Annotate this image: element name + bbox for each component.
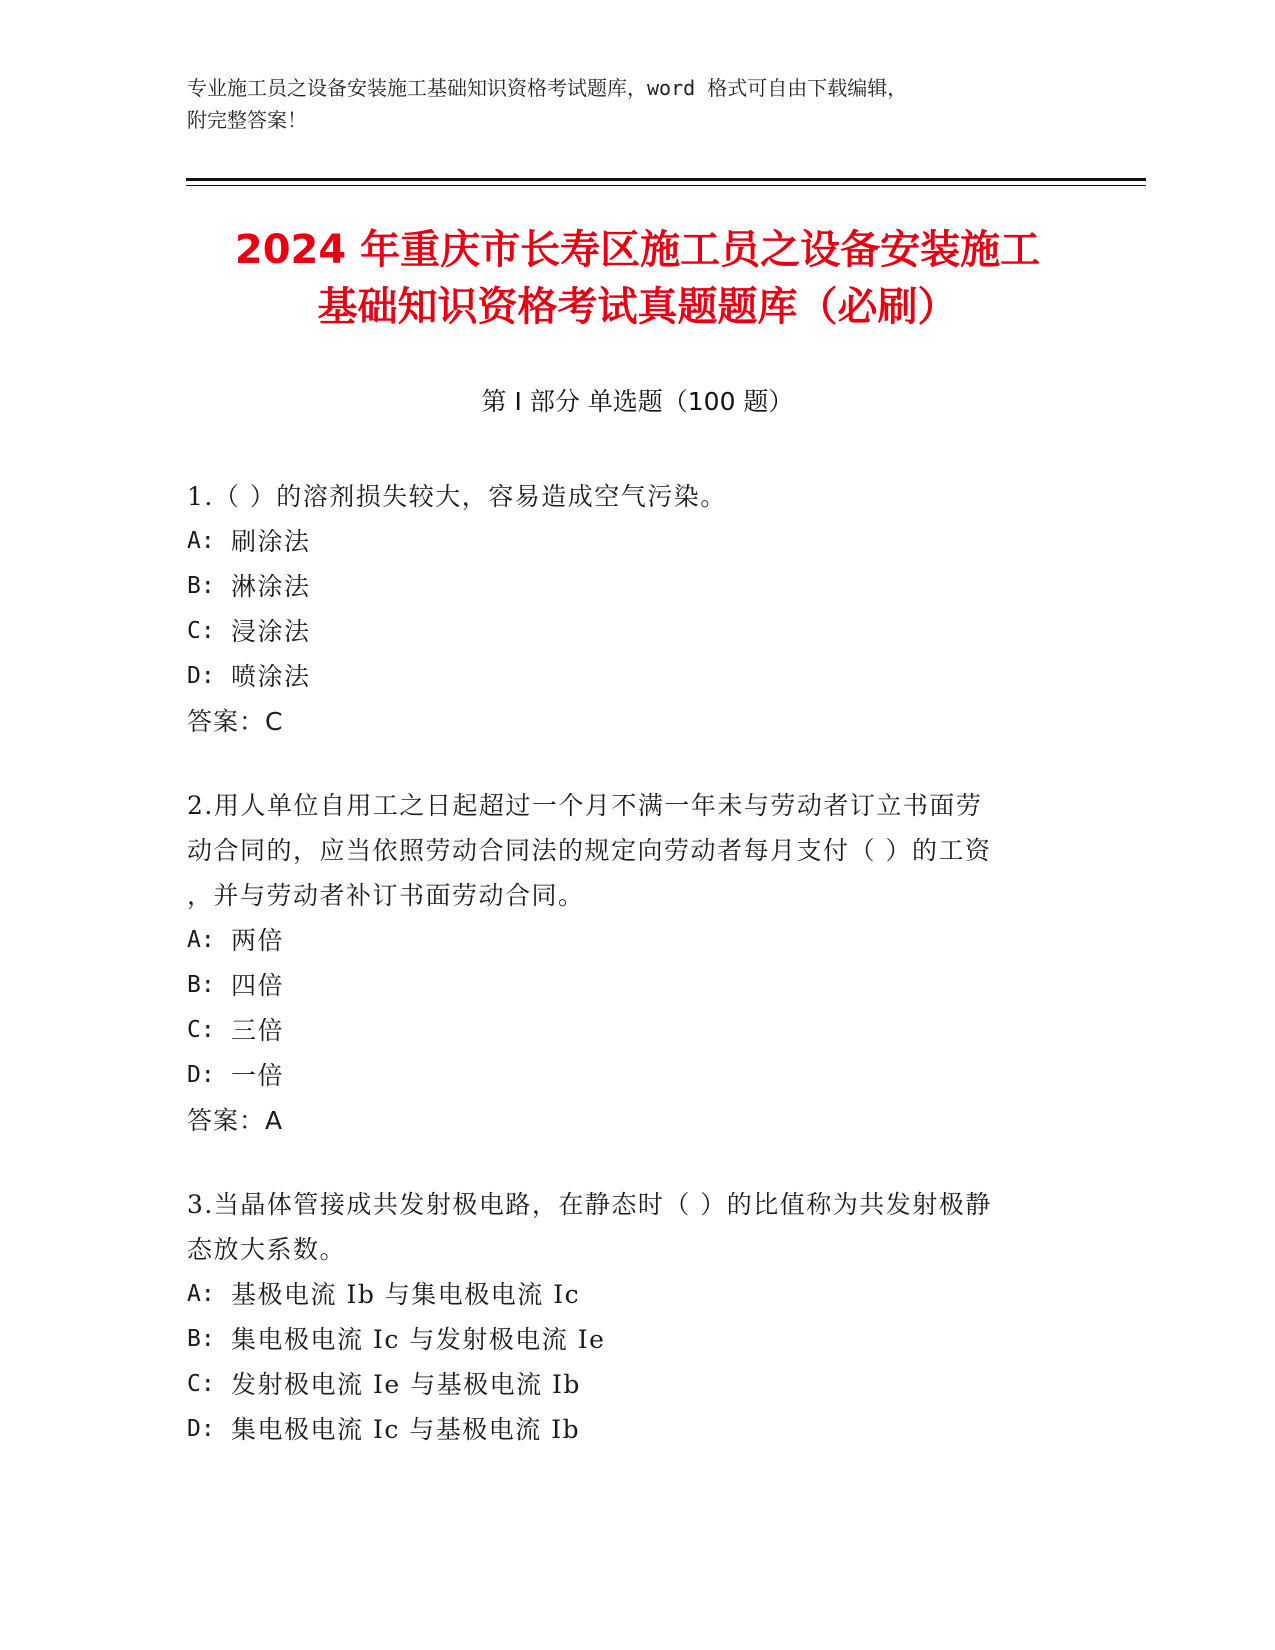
option-text: 三倍 <box>231 1016 285 1045</box>
question-2 <box>187 783 1087 1143</box>
section-heading: 第 I 部分 单选题（100 题） <box>481 387 794 416</box>
option-text: 淋涂法 <box>231 572 311 601</box>
header-divider-thin <box>186 185 1146 186</box>
header-divider-thick <box>186 178 1146 181</box>
option-text: 浸涂法 <box>231 617 311 646</box>
option-text: 刷涂法 <box>231 527 311 556</box>
question-stem <box>187 474 1087 519</box>
option-letter: B: <box>187 1326 215 1352</box>
question-stem-line: 2.用人单位自用工之日起超过一个月不满一年未与劳动者订立书面劳 <box>187 791 983 820</box>
question-stem-line: 动合同的，应当依照劳动合同法的规定向劳动者每月支付（ ）的工资 <box>187 836 992 865</box>
answer-option <box>187 1272 1087 1317</box>
answer-option <box>187 1317 1087 1362</box>
header-note-line-2: 附完整答案！ <box>187 108 307 132</box>
option-letter: C: <box>187 1017 215 1043</box>
answer-option <box>187 1053 1087 1098</box>
question-stem <box>187 1182 1087 1272</box>
option-letter: C: <box>187 618 215 644</box>
option-letter: D: <box>187 663 215 689</box>
answer-label: 答案： <box>187 1106 266 1135</box>
option-letter: B: <box>187 972 215 998</box>
option-text: 两倍 <box>231 926 285 955</box>
document-title <box>150 222 1125 336</box>
answer-value: A <box>265 1106 284 1135</box>
question-stem-line: 3.当晶体管接成共发射极电路，在静态时（ ）的比值称为共发射极静 <box>187 1190 992 1219</box>
option-letter: D: <box>187 1416 215 1442</box>
answer-value: C <box>265 707 284 736</box>
option-letter: A: <box>187 1281 215 1307</box>
answer-option <box>187 963 1087 1008</box>
option-text: 发射极电流 Ie 与基极电流 Ib <box>231 1370 581 1399</box>
answer-option <box>187 918 1087 963</box>
answer-option <box>187 519 1087 564</box>
question-stem <box>187 783 1087 918</box>
question-stem-line: ，并与劳动者补订书面劳动合同。 <box>187 881 585 910</box>
option-text: 一倍 <box>231 1061 285 1090</box>
answer-key <box>187 699 1087 744</box>
answer-option <box>187 1362 1087 1407</box>
option-letter: B: <box>187 573 215 599</box>
option-text: 基极电流 Ib 与集电极电流 Ic <box>231 1280 581 1309</box>
option-letter: C: <box>187 1371 215 1397</box>
option-text: 四倍 <box>231 971 285 1000</box>
answer-label: 答案： <box>187 707 266 736</box>
document-title-line-1: 2024 年重庆市长寿区施工员之设备安装施工 <box>234 227 1041 273</box>
option-letter: A: <box>187 927 215 953</box>
option-text: 喷涂法 <box>231 662 311 691</box>
option-letter: D: <box>187 1062 215 1088</box>
answer-option <box>187 654 1087 699</box>
option-letter: A: <box>187 528 215 554</box>
option-text: 集电极电流 Ic 与发射极电流 Ie <box>231 1325 606 1354</box>
answer-option <box>187 1008 1087 1053</box>
answer-key <box>187 1098 1087 1143</box>
header-note <box>187 72 1067 136</box>
answer-option <box>187 564 1087 609</box>
question-stem-line: 1.（ ）的溶剂损失较大，容易造成空气污染。 <box>187 482 727 511</box>
option-text: 集电极电流 Ic 与基极电流 Ib <box>231 1415 581 1444</box>
question-1 <box>187 474 1087 744</box>
header-note-line-1: 专业施工员之设备安装施工基础知识资格考试题库，word 格式可自由下载编辑， <box>187 76 908 100</box>
question-stem-line: 态放大系数。 <box>187 1235 347 1264</box>
document-title-line-2: 基础知识资格考试真题题库（必刷） <box>317 284 958 330</box>
question-3 <box>187 1182 1087 1452</box>
answer-option <box>187 1407 1087 1452</box>
answer-option <box>187 609 1087 654</box>
question-list <box>187 474 1087 1491</box>
